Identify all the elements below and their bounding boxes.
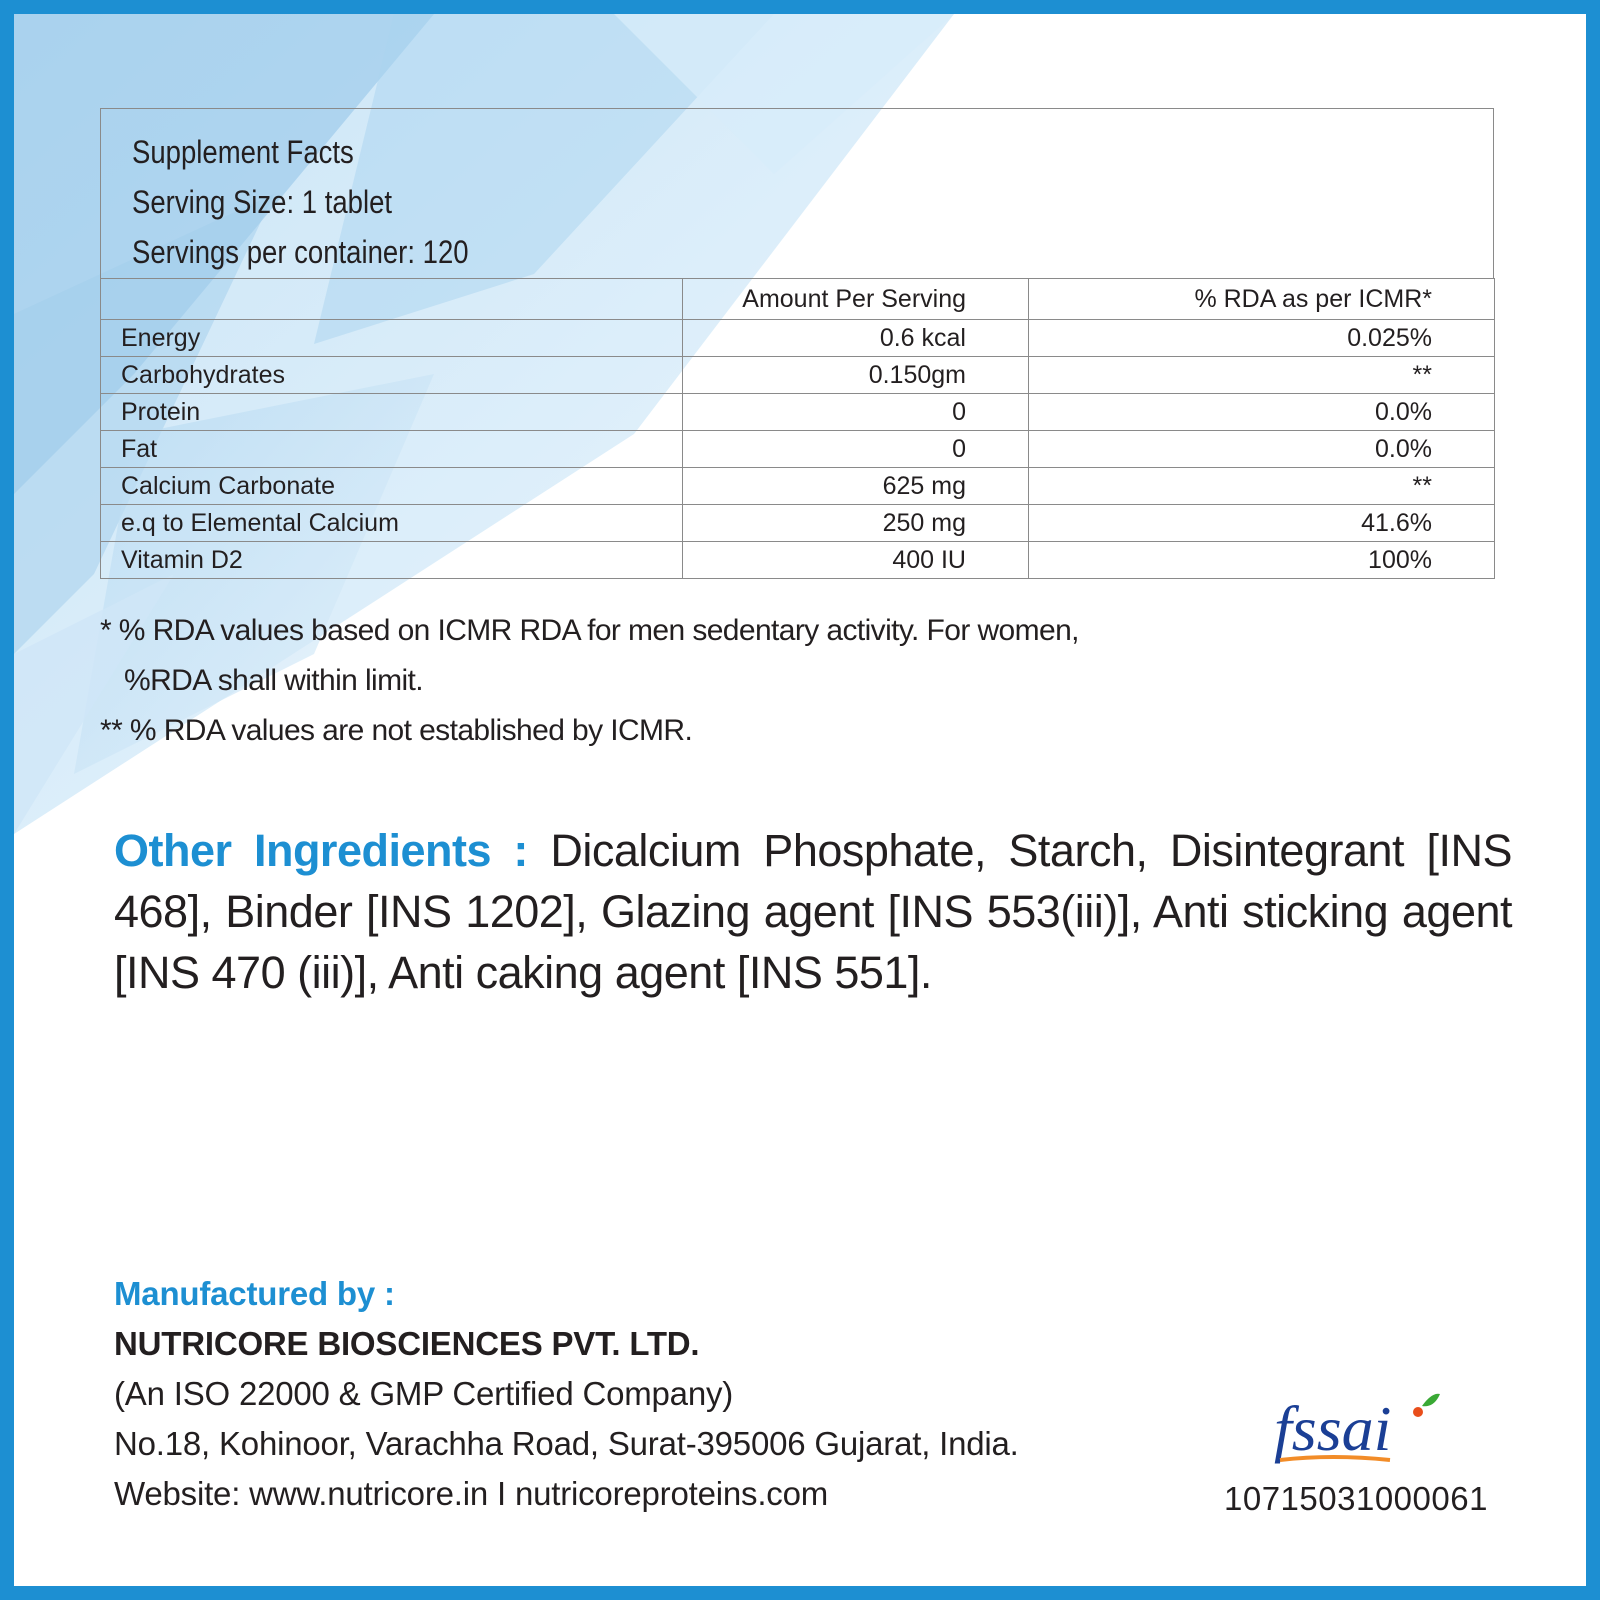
fssai-badge — [1224, 1384, 1514, 1517]
footnote-2: ** % RDA values are not established by ICMR. — [100, 714, 693, 747]
table-header-row — [101, 279, 1495, 320]
table-row — [101, 357, 1495, 394]
table-row — [101, 394, 1495, 431]
nutrient-name: Fat — [101, 431, 683, 468]
table-header-rda: % RDA as per ICMR* — [1029, 279, 1495, 320]
other-ingredients — [114, 820, 1512, 1003]
nutrient-amount: 0 — [683, 431, 1029, 468]
fssai-logo-icon — [1272, 1384, 1442, 1474]
nutrient-rda: 41.6% — [1029, 505, 1495, 542]
company-name: NUTRICORE BIOSCIENCES PVT. LTD. — [114, 1325, 700, 1362]
fssai-license-number: 10715031000061 — [1224, 1480, 1488, 1517]
nutrient-rda: 0.025% — [1029, 320, 1495, 357]
nutrient-amount: 400 IU — [683, 542, 1029, 579]
table-row — [101, 505, 1495, 542]
nutrient-amount: 0.150gm — [683, 357, 1029, 394]
nutrient-rda: ** — [1029, 357, 1495, 394]
table-header-nutrient — [101, 279, 683, 320]
certification: (An ISO 22000 & GMP Certified Company) — [114, 1375, 734, 1412]
ingredients-label: Other Ingredients : — [114, 825, 528, 876]
nutrient-rda: 0.0% — [1029, 394, 1495, 431]
nutrient-name: Carbohydrates — [101, 357, 683, 394]
footnotes — [100, 606, 1079, 756]
table-row — [101, 431, 1495, 468]
nutrient-name: Vitamin D2 — [101, 542, 683, 579]
svg-text:fssai: fssai — [1274, 1393, 1392, 1464]
nutrient-name: e.q to Elemental Calcium — [101, 505, 683, 542]
nutrient-amount: 625 mg — [683, 468, 1029, 505]
nutrient-name: Protein — [101, 394, 683, 431]
servings-per-container: Servings per container: 120 — [132, 234, 469, 270]
nutrition-table — [100, 278, 1495, 579]
table-header-amount: Amount Per Serving — [683, 279, 1029, 320]
footnote-1-line-1: * % RDA values based on ICMR RDA for men sedentary activity. For women, — [100, 614, 1079, 647]
nutrient-rda: 100% — [1029, 542, 1495, 579]
table-row — [101, 320, 1495, 357]
nutrient-name: Energy — [101, 320, 683, 357]
nutrient-amount: 250 mg — [683, 505, 1029, 542]
facts-title: Supplement Facts — [132, 134, 354, 170]
nutrient-rda: 0.0% — [1029, 431, 1495, 468]
nutrient-amount: 0 — [683, 394, 1029, 431]
address: No.18, Kohinoor, Varachha Road, Surat-395006 Gujarat, India. — [114, 1425, 1019, 1462]
website: Website: www.nutricore.in I nutricoreproteins.com — [114, 1475, 829, 1512]
table-row — [101, 468, 1495, 505]
manufacturer-block — [114, 1269, 1019, 1519]
footnote-1-line-2: %RDA shall within limit. — [124, 664, 424, 697]
nutrient-name: Calcium Carbonate — [101, 468, 683, 505]
supplement-facts-header — [100, 108, 1494, 278]
manufacturer-label: Manufactured by : — [114, 1275, 395, 1312]
table-row — [101, 542, 1495, 579]
serving-size: Serving Size: 1 tablet — [132, 184, 393, 220]
ingredients-text: Dicalcium Phosphate, Starch, Disintegrant [INS 468], Binder [INS 1202], Glazing agent [INS 553(iii)], Anti sticking agent [INS 470 (iii)], Anti caking agent [INS 551]. — [114, 825, 1512, 998]
nutrient-rda: ** — [1029, 468, 1495, 505]
nutrient-amount: 0.6 kcal — [683, 320, 1029, 357]
